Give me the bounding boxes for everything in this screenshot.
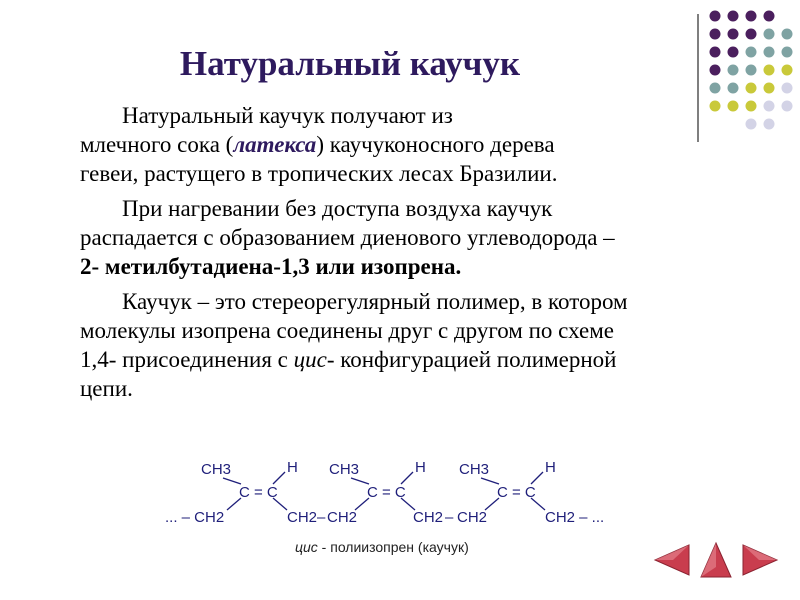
- p1-line2-post: ) каучуконосного дерева: [316, 132, 555, 157]
- ch2-group: CH2: [413, 509, 444, 526]
- dot-row-2: [710, 29, 793, 40]
- paragraph-2: [80, 194, 760, 281]
- latex-term: латекса: [233, 132, 317, 157]
- monomer-unit-1: [165, 459, 317, 526]
- double-bond-cc: C = C: [239, 484, 278, 501]
- dot-row-5: [710, 83, 793, 94]
- ch2-group: CH2: [287, 509, 318, 526]
- p1-line3: гевеи, растущего в тропических лесах Бразилии.: [80, 161, 558, 186]
- h-atom: H: [287, 459, 298, 476]
- h-atom: H: [545, 459, 556, 476]
- p1-line2-pre: млечного сока (: [80, 132, 234, 157]
- dot-row-1: [710, 11, 775, 22]
- p1-line1: Натуральный каучук получают из: [122, 103, 453, 128]
- next-slide-button[interactable]: [741, 541, 779, 579]
- p3-line4: цепи.: [80, 376, 133, 401]
- ch2-group: CH2: [327, 509, 358, 526]
- monomer-unit-2: [327, 459, 443, 526]
- p3-line3-pre: 1,4- присоединения с: [80, 347, 294, 372]
- ch3-group: CH3: [329, 461, 360, 478]
- caption-rest: - полиизопрен (каучук): [317, 539, 469, 555]
- ch2-group: CH2: [457, 509, 488, 526]
- ch3-group: CH3: [201, 461, 232, 478]
- paragraph-3: [80, 287, 760, 403]
- slide-body: [80, 101, 760, 409]
- home-slide-button[interactable]: [697, 541, 735, 579]
- chain-end: CH2 – ...: [545, 509, 605, 526]
- prev-slide-button[interactable]: [653, 541, 691, 579]
- cis-term: цис: [293, 347, 327, 372]
- p2-line2: распадается с образованием диенового углеводорода –: [80, 225, 615, 250]
- p3-line1: Каучук – это стереорегулярный полимер, в котором: [122, 289, 628, 314]
- dot-row-4: [710, 65, 793, 76]
- p3-line2: молекулы изопрена соединены друг с другом по схеме: [80, 318, 614, 343]
- monomer-unit-3: [457, 459, 604, 526]
- dot-row-3: [710, 47, 793, 58]
- p2-line3-isoprene: 2- метилбутадиена-1,3 или изопрена.: [80, 254, 462, 279]
- double-bond-cc: C = C: [497, 484, 536, 501]
- chain-dash: –: [445, 509, 454, 526]
- p2-line1: При нагревании без доступа воздуха каучук: [122, 196, 553, 221]
- formula-caption: [295, 539, 469, 555]
- caption-cis: цис: [295, 539, 318, 555]
- polyisoprene-formula: [165, 452, 615, 562]
- slide-title: Натуральный каучук: [179, 44, 521, 83]
- paragraph-1: [80, 101, 760, 188]
- chain-start: ... – CH2: [165, 509, 225, 526]
- ch3-group: CH3: [459, 461, 490, 478]
- chain-dash: –: [317, 509, 326, 526]
- h-atom: H: [415, 459, 426, 476]
- double-bond-cc: C = C: [367, 484, 406, 501]
- p3-line3-post: - конфигурацией полимерной: [326, 347, 617, 372]
